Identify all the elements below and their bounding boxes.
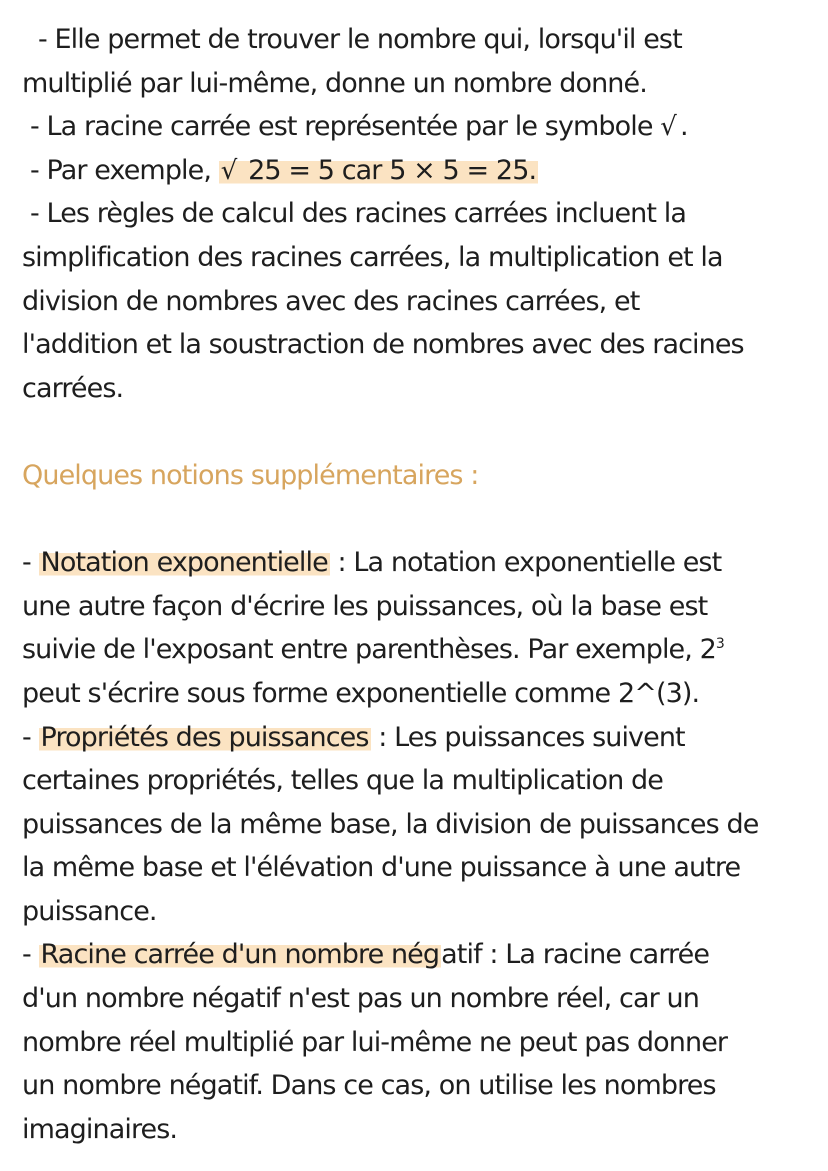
notion-2-term: Propriétés des puissances <box>40 721 369 753</box>
notion-3-line-5 <box>22 1108 812 1152</box>
notion-2-text-2: certaines propriétés, telles que la multiplication de <box>22 765 663 797</box>
example-formula: 25 = 5 car 5 × 5 = 25. <box>248 154 537 186</box>
notion-2-line-4 <box>22 846 812 890</box>
spacer <box>22 498 812 542</box>
intro-text-3-end: . <box>679 111 688 143</box>
notion-1-text-1: : La notation exponentielle est <box>337 547 722 579</box>
notion-2-line-2 <box>22 759 812 803</box>
notion-3-text-2: d'un nombre négatif n'est pas un nombre réel, car un <box>22 983 699 1015</box>
notion-3-term: Racine carrée d'un nombre nég <box>40 939 440 971</box>
notion-2-text-1: : Les puissances suivent <box>378 721 685 753</box>
bullet-dash: - <box>22 939 31 971</box>
intro-line-8 <box>22 323 812 367</box>
notion-1-line-4 <box>22 672 812 716</box>
example-label: - Par exemple, <box>30 154 212 186</box>
notion-2-text-3: puissances de la même base, la division de puissances de <box>22 808 759 840</box>
example-highlight <box>219 155 538 186</box>
intro-line-6 <box>22 236 812 280</box>
intro-line-2 <box>22 62 812 106</box>
notion-2-line-5 <box>22 890 812 934</box>
sqrt-symbol-icon: √ <box>660 112 676 143</box>
intro-line-1 <box>22 18 812 62</box>
notion-2-line-1 <box>22 716 812 760</box>
notion-1-text-3: suivie de l'exposant entre parenthèses. Par exemple, 2 <box>22 634 716 666</box>
notion-3-term-rest: atif <box>441 939 482 971</box>
notion-2-text-5: puissance. <box>22 895 157 927</box>
notion-3-text-5: imaginaires. <box>22 1113 178 1145</box>
notion-1-text-2: une autre façon d'écrire les puissances, où la base est <box>22 590 708 622</box>
intro-line-4 <box>22 149 812 193</box>
spacer <box>22 410 812 454</box>
notion-3-line-4 <box>22 1064 812 1108</box>
notion-1-line-2 <box>22 585 812 629</box>
intro-text-1: - Elle permet de trouver le nombre qui, lorsqu'il est <box>38 24 682 55</box>
notion-3-line-2 <box>22 977 812 1021</box>
notion-1-line-1 <box>22 541 812 585</box>
intro-text-8: l'addition et la soustraction de nombres avec des racines <box>22 329 744 361</box>
exponent-superscript: 3 <box>715 636 724 653</box>
notion-3-text-3: nombre réel multiplié par lui-même ne peut pas donner <box>22 1026 728 1058</box>
intro-line-9 <box>22 367 812 411</box>
notion-3-text-4: un nombre négatif. Dans ce cas, on utilise les nombres <box>22 1070 716 1102</box>
notion-1-term: Notation exponentielle <box>40 547 328 579</box>
intro-line-7 <box>22 280 812 324</box>
bullet-dash: - <box>22 721 31 753</box>
notion-3-line-3 <box>22 1021 812 1065</box>
notion-3-text-1: : La racine carrée <box>489 939 710 971</box>
section-heading: Quelques notions supplémentaires : <box>22 459 479 491</box>
bullet-dash: - <box>22 547 31 579</box>
notion-2-line-3 <box>22 803 812 847</box>
intro-text-2: multiplié par lui-même, donne un nombre donné. <box>22 67 647 99</box>
notion-1-line-3 <box>22 628 812 672</box>
intro-line-5 <box>22 192 812 236</box>
notion-2-text-4: la même base et l'élévation d'une puissance à une autre <box>22 852 741 884</box>
note-page <box>22 18 812 1151</box>
intro-text-7: division de nombres avec des racines carrées, et <box>22 285 640 317</box>
notion-3-line-1 <box>22 933 812 977</box>
intro-text-9: carrées. <box>22 372 124 404</box>
intro-text-5: - Les règles de calcul des racines carrées incluent la <box>30 198 687 230</box>
notion-1-text-4: peut s'écrire sous forme exponentielle comme 2^(3). <box>22 677 700 709</box>
sqrt-symbol-icon: √ <box>220 155 237 186</box>
intro-text-3: - La racine carrée est représentée par le symbole <box>30 111 653 143</box>
intro-line-3 <box>22 105 812 149</box>
intro-text-6: simplification des racines carrées, la multiplication et la <box>22 241 723 273</box>
